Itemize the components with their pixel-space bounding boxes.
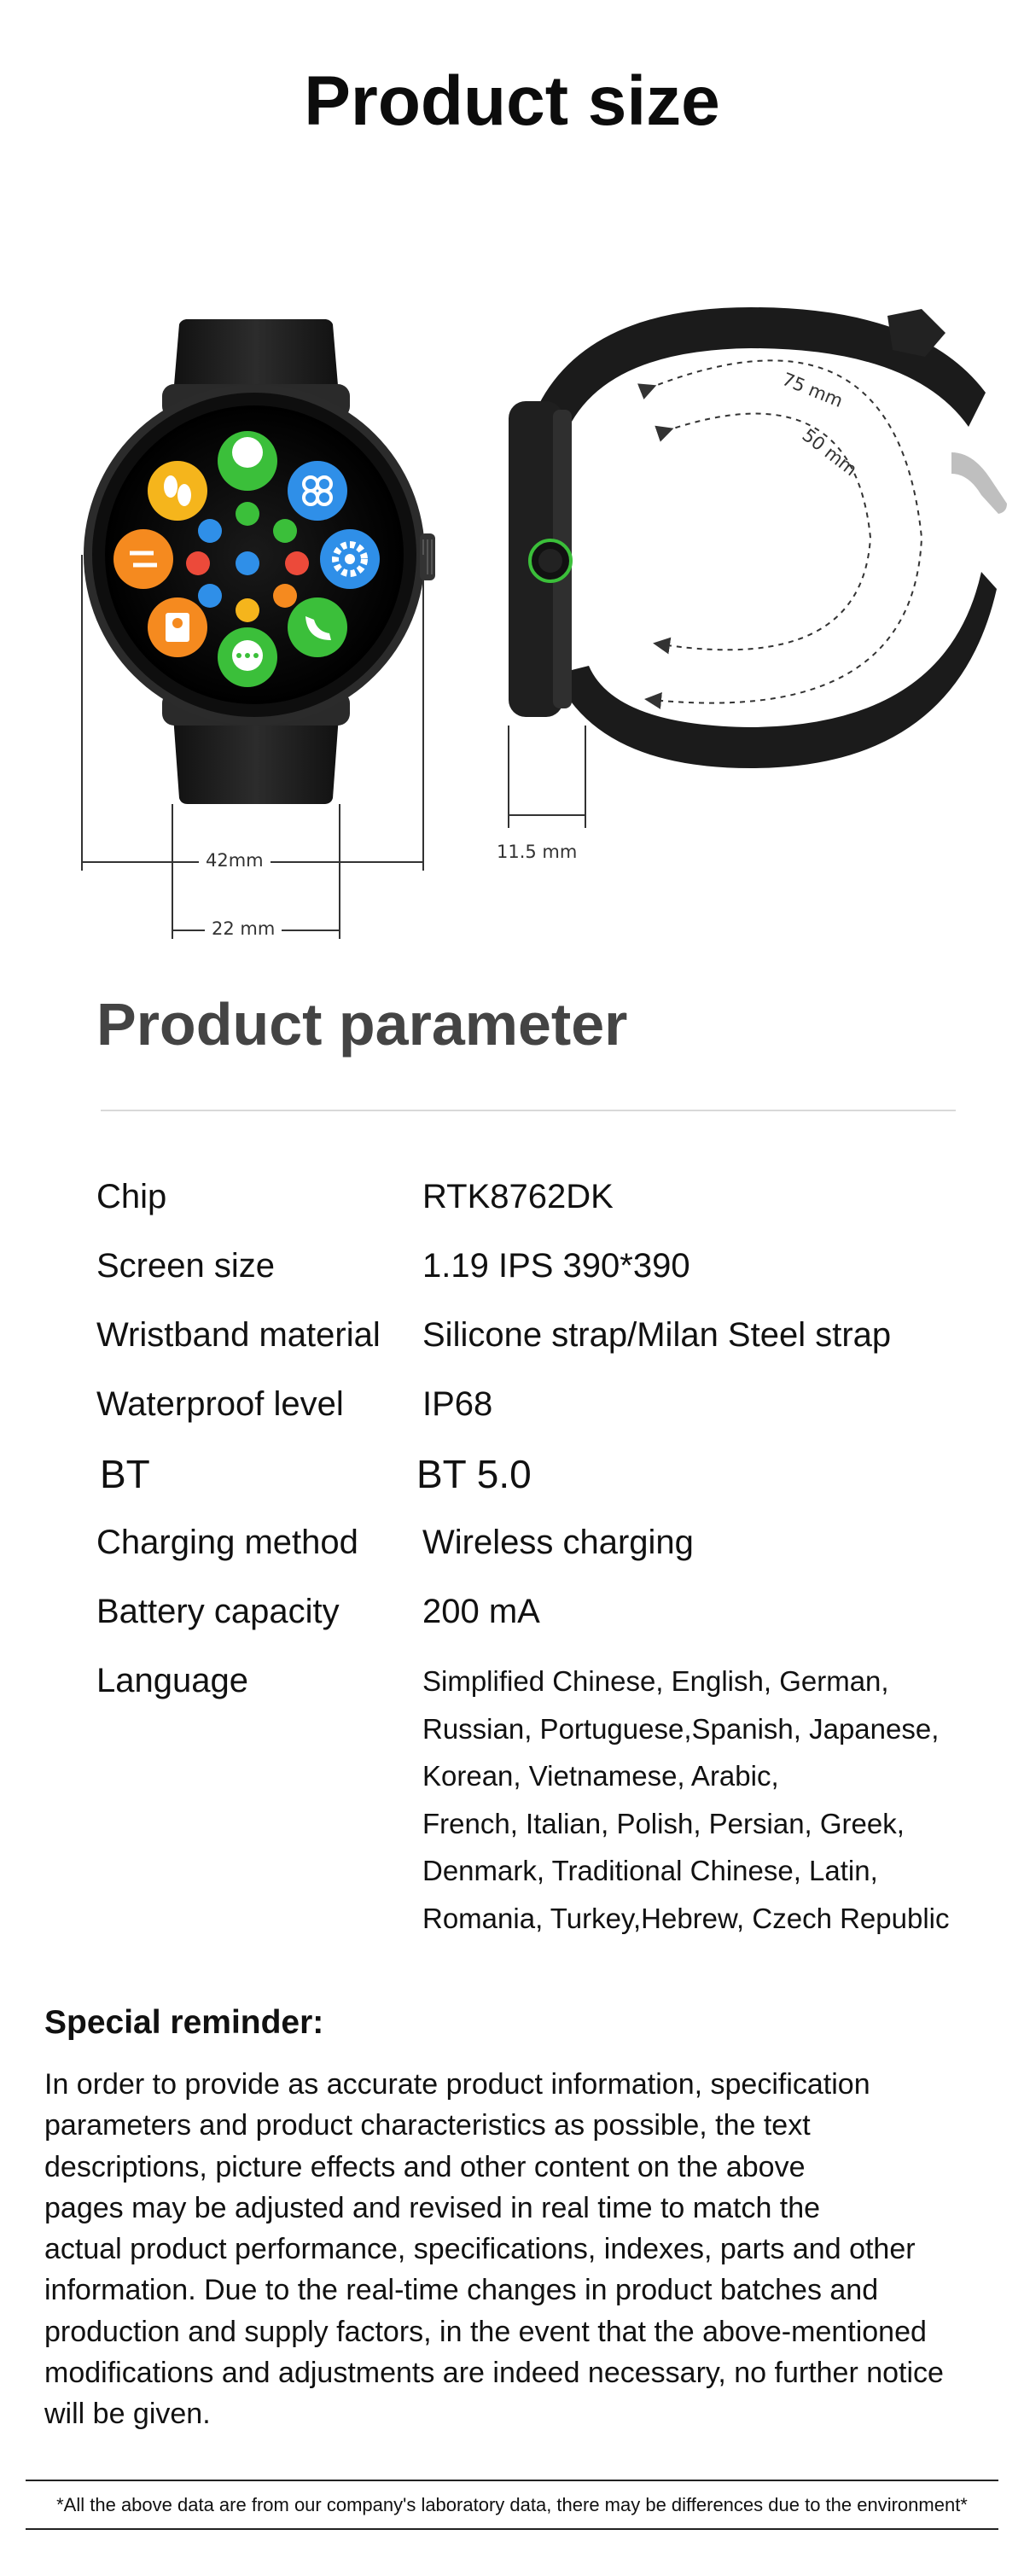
language-line: Korean, Vietnamese, Arabic, [422,1760,779,1792]
apps-icon [288,461,347,521]
spec-label-charging: Charging method [96,1524,358,1561]
spec-value-wristband: Silicone strap/Milan Steel strap [422,1316,892,1354]
reminder-line: pages may be adjusted and revised in real time to match the [44,2191,821,2224]
strap-inner-label: 50 mm [798,424,861,481]
spec-label-waterproof: Waterproof level [96,1385,344,1423]
reminder-line: production and supply factors, in the event that the above-mentioned [44,2315,927,2348]
width-label-22mm: 22 mm [205,918,282,939]
strap-outer-label: 75 mm [779,368,847,412]
spec-label-chip: Chip [96,1178,167,1215]
thickness-label: 11.5 mm [490,842,584,862]
reminder-line: will be given. [44,2398,211,2431]
spec-value-battery: 200 mA [422,1593,540,1630]
heart-icon [186,551,210,575]
spec-label-language: Language [96,1662,248,1699]
language-line: French, Italian, Polish, Persian, Greek, [422,1807,905,1839]
footer-note: *All the above data are from our company's laboratory data, there may be differences due to the environment* [56,2494,968,2515]
spec-value-chip: RTK8762DK [422,1178,614,1215]
spec-label-battery: Battery capacity [96,1593,340,1630]
product-size-figure [0,282,1024,965]
reminder-line: actual product performance, specifications, indexes, parts and other [44,2233,916,2266]
strap-dimension-arcs [649,360,922,702]
footer-rule-top [26,2480,998,2481]
footsteps-icon [148,461,207,521]
reminder-line: In order to provide as accurate product information, specification [44,2068,870,2101]
page-title: Product size [304,62,720,140]
thickness-dimension-lines [509,726,585,828]
reminder-title: Special reminder: [44,2004,324,2041]
spec-label-wristband: Wristband material [96,1316,381,1354]
reminder-line: descriptions, picture effects and other content on the above [44,2150,806,2183]
spec-label-screen: Screen size [96,1247,275,1285]
language-line: Simplified Chinese, English, German, [422,1665,889,1697]
spec-label-bt: BT [100,1452,150,1496]
spec-value-screen: 1.19 IPS 390*390 [422,1247,690,1285]
running-icon [198,584,222,608]
language-line: Romania, Turkey,Hebrew, Czech Republic [422,1902,950,1934]
spec-value-bt: BT 5.0 [416,1452,532,1496]
divider [101,1110,956,1111]
reminder-line: parameters and product characteristics as possible, the text [44,2109,811,2142]
message-icon-glyph [232,437,263,468]
watch-front [84,319,435,804]
reminder-body [44,2064,1000,2435]
spec-value-waterproof: IP68 [422,1385,493,1423]
language-line: Russian, Portuguese,Spanish, Japanese, [422,1712,940,1745]
spec-value-language [422,1658,1020,1942]
footer-rule-bottom [26,2528,998,2530]
call-log-icon [113,529,173,589]
reminder-line: modifications and adjustments are indeed necessary, no further notice [44,2357,944,2390]
spec-value-charging: Wireless charging [422,1524,694,1561]
reminder-line: information. Due to the real-time changes in product batches and [44,2274,879,2307]
home-icon [236,551,259,575]
section-title-parameters: Product parameter [96,991,628,1058]
watch-side [509,307,1007,768]
language-line: Denmark, Traditional Chinese, Latin, [422,1855,878,1886]
width-label-42mm: 42mm [199,850,271,871]
